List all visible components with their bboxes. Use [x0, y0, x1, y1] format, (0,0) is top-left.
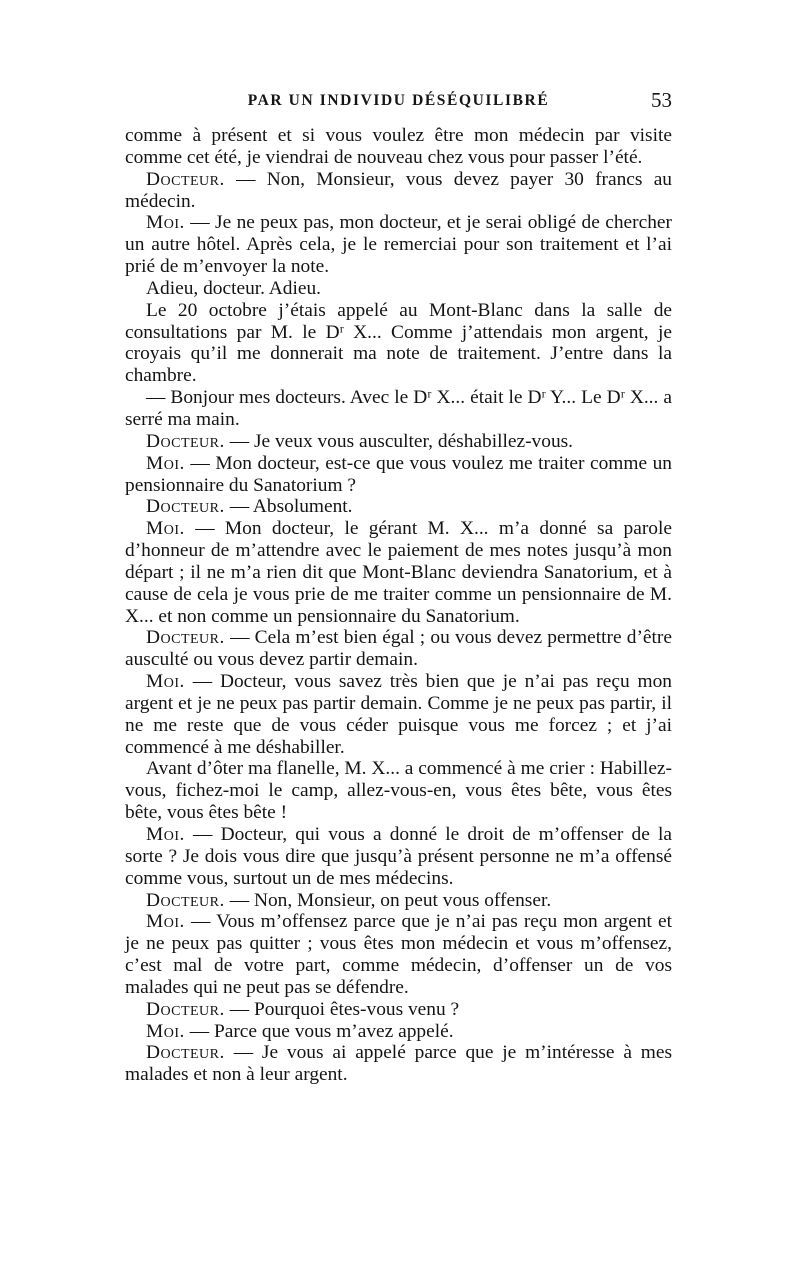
paragraph-text: Avant d’ôter ma flanelle, M. X... a commencé à me crier : Habillez-vous, fichez-moi le camp, allez-vous-en, vous êtes bête, vous êtes bête, vous êtes bête ! [125, 758, 672, 824]
paragraph [125, 518, 672, 627]
paragraph [125, 453, 672, 497]
speaker-label: Moi. [146, 911, 185, 933]
paragraph-text: — Bonjour mes docteurs. Avec le Dʳ X... était le Dʳ Y... Le Dʳ X... a serré ma main. [125, 387, 672, 430]
paragraph-text: — Mon docteur, est-ce que vous voulez me traiter comme un pensionnaire du Sanatorium ? [125, 452, 672, 496]
speaker-label: Docteur. [146, 168, 225, 190]
paragraph [125, 1021, 672, 1043]
speaker-label: Moi. [146, 824, 185, 845]
paragraph-text: — Je vous ai appelé parce que je m’intéresse à mes malades et non à leur argent. [125, 1042, 672, 1086]
paragraph-text: — Mon docteur, le gérant M. X... m’a donné sa parole d’honneur de m’attendre avec le paiement de mes notes jusqu’à mon départ ; il ne m’a rien dit que Mont-Blanc deviendra Sanatorium, et à cause de cela je vous prie de me traiter comme un pensionnaire de M. X... et non comme un pensionnaire du Sanatorium. [125, 518, 672, 627]
paragraph [125, 169, 672, 213]
paragraph-text: — Je ne peux pas, mon docteur, et je serai obligé de chercher un autre hôtel. Après cela, je le remerciai pour son traitement et l’ai prié de m’envoyer la note. [125, 212, 672, 278]
speaker-label: Docteur. [146, 889, 225, 911]
paragraph [125, 627, 672, 671]
paragraph [125, 496, 672, 518]
speaker-label: Docteur. [146, 430, 225, 452]
speaker-label: Docteur. [146, 1042, 225, 1064]
speaker-label: Moi. [146, 212, 185, 234]
paragraph-text: — Cela m’est bien égal ; ou vous devez permettre d’être ausculté ou vous devez partir demain. [125, 627, 672, 671]
speaker-label: Moi. [146, 1020, 185, 1042]
page-number: 53 [651, 88, 672, 112]
paragraph-text: — Pourquoi êtes-vous venu ? [224, 998, 460, 1020]
paragraph [125, 431, 672, 453]
speaker-label: Docteur. [146, 627, 225, 649]
paragraph-text: — Parce que vous m’avez appelé. [184, 1020, 454, 1042]
paragraph-text: — Vous m’offensez parce que je n’ai pas reçu mon argent et je ne peux pas quitter ; vous êtes mon médecin et vous m’offensez, c’est mal de votre part, comme médecin, d’offenser un de vos malades qui ne peut pas se défendre. [125, 911, 672, 998]
paragraph-text: — Absolument. [224, 496, 353, 518]
speaker-label: Docteur. [146, 998, 225, 1020]
paragraph [125, 890, 672, 912]
paragraph-text: — Docteur, vous savez très bien que je n’ai pas reçu mon argent et je ne peux pas partir demain. Comme je ne peux pas partir, il ne me reste que de vous céder puisque vous me forcez ; et j’ai commencé à me déshabiller. [125, 671, 672, 758]
paragraph-text: Adieu, docteur. Adieu. [146, 277, 322, 299]
paragraph-text: Le 20 octobre j’étais appelé au Mont-Blanc dans la salle de consultations par M. le Dʳ X... Comme j’attendais mon argent, je croyais qu’il me donnerait ma note de traitement. J’entre dans la chambre. [125, 299, 672, 387]
speaker-label: Moi. [146, 452, 185, 474]
paragraph-text: — Non, Monsieur, vous devez payer 30 francs au médecin. [125, 168, 672, 212]
running-title: PAR UN INDIVIDU DÉSÉQUILIBRÉ [247, 92, 550, 109]
paragraph [125, 387, 672, 431]
paragraph-text: — Je veux vous ausculter, déshabillez-vous. [224, 430, 574, 452]
paragraph [125, 300, 672, 387]
paragraph [125, 278, 672, 300]
paragraph [125, 1042, 672, 1086]
speaker-label: Moi. [146, 671, 185, 693]
paragraph [125, 824, 672, 890]
paragraph [125, 758, 672, 824]
paragraph [125, 125, 672, 169]
paragraph [125, 671, 672, 758]
paragraph [125, 212, 672, 278]
paragraph-text: comme à présent et si vous voulez être mon médecin par visite comme cet été, je viendrai de nouveau chez vous pour passer l’été. [125, 125, 672, 168]
paragraph-text: — Non, Monsieur, on peut vous offenser. [224, 889, 552, 911]
paragraph [125, 911, 672, 998]
body-text [125, 125, 672, 1086]
paragraph [125, 999, 672, 1021]
paragraph-text: — Docteur, qui vous a donné le droit de m’offenser de la sorte ? Je dois vous dire que jusqu’à présent personne ne m’a offensé comme vous, surtout un de mes médecins. [125, 824, 672, 889]
page-header [125, 90, 672, 118]
speaker-label: Docteur. [146, 496, 225, 518]
speaker-label: Moi. [146, 518, 185, 540]
